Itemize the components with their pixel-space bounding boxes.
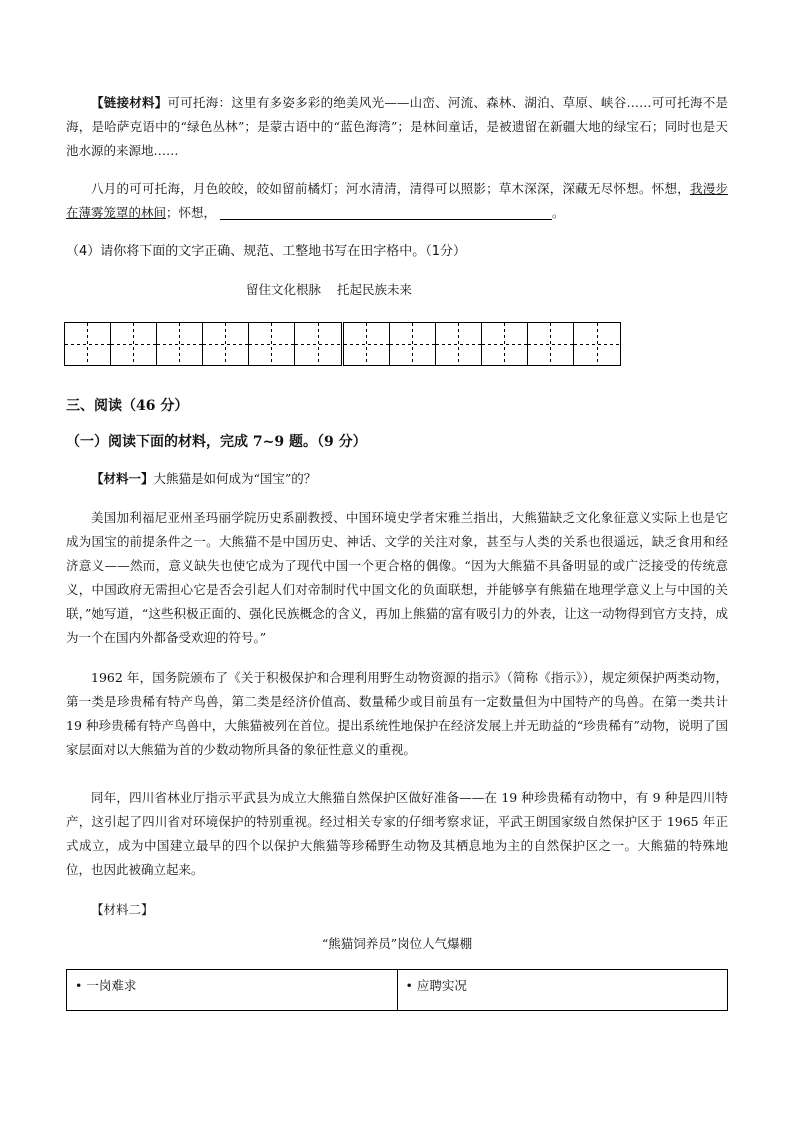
imitation-end: 。 bbox=[552, 205, 565, 220]
section-3-title: 三、阅读（46 分） bbox=[66, 398, 189, 414]
material-2-table bbox=[66, 969, 728, 1011]
material-1-paragraph-1: 美国加利福尼亚州圣玛丽学院历史系副教授、中国环境史学者宋雅兰指出，大熊猫缺乏文化象征意义实际上也是它成为国宝的前提条件之一。大熊猫不是中国历史、神话、文学的关注对象，甚至与人类的关系也很遥远，缺乏食用和经济意义——然而，意义缺失也使它成为了现代中国一个更合格的偶像。“因为大熊猫不具备明显的或广泛接受的传统意义，中国政府无需担心它是否会引起人们对帝制时代中国文化的负面联想，并能够享有熊猫在地理学意义上与中国的关联，”她写道，“这些积极正面的、强化民族概念的含义，再加上熊猫的富有吸引力的外表，让这一动物得到官方支持，成为一个在国内外都备受欢迎的符号。” bbox=[66, 510, 728, 645]
material-1-question: 大熊猫是如何成为“国宝”的？ bbox=[153, 471, 317, 486]
tianzige-cell[interactable] bbox=[157, 323, 203, 365]
tianzige-cell[interactable] bbox=[436, 323, 482, 365]
material-1-paragraph-3: 同年，四川省林业厅指示平武县为成立大熊猫自然保护区做好准备——在 19 种珍贵稀有动物中，有 9 种是四川特产，这引起了四川省对环境保护的特别重视。经过相关专家的仔细考察求证，平武王朗国家级自然保护区于 1965 年正式成立，成为中国建立最早的四个以保护大熊猫等珍稀野生动物及其栖息地为主的自然保护区之一。大熊猫的特殊地位，也因此被确立起来。 bbox=[66, 790, 728, 877]
copy-phrase-2: 托起民族未来 bbox=[337, 282, 413, 297]
tianzige-cell[interactable] bbox=[344, 323, 390, 365]
imitation-text-after: ；怀想， bbox=[166, 205, 217, 220]
link-material-text: 可可托海：这里有多姿多彩的绝美风光——山峦、河流、森林、湖泊、草原、峡谷……可可托海不是海，是哈萨克语中的“绿色丛林”；是蒙古语中的“蓝色海湾”；是林间童话，是被遗留在新疆大地的绿宝石；同时也是天池水源的来源地…… bbox=[66, 95, 728, 158]
tianzige-grid-1 bbox=[64, 322, 342, 366]
tianzige-cell[interactable] bbox=[574, 323, 620, 365]
imitation-text-before: 八月的可可托海，月色皎皎，皎如留前橘灯；河水清清，清得可以照影；草木深深，深藏无尽怀想。怀想， bbox=[91, 181, 690, 196]
material-1-heading bbox=[66, 467, 728, 491]
table-cell-application-status: • 应聘实况 bbox=[397, 970, 728, 1010]
answer-blank[interactable] bbox=[220, 205, 552, 220]
imitation-paragraph bbox=[66, 177, 728, 225]
part-1-title: （一）阅读下面的材料，完成 7~9 题。（9 分） bbox=[66, 434, 367, 450]
tianzige-cell[interactable] bbox=[528, 323, 574, 365]
link-material-label: 【链接材料】 bbox=[91, 95, 168, 110]
tianzige-grid-2 bbox=[343, 322, 621, 366]
link-material-paragraph bbox=[66, 91, 728, 163]
tianzige-cell[interactable] bbox=[249, 323, 295, 365]
copy-phrase-1: 留住文化根脉 bbox=[246, 282, 322, 297]
question-4-prompt: （4）请你将下面的文字正确、规范、工整地书写在田字格中。（1分） bbox=[66, 244, 467, 259]
material-1-paragraph-2: 1962 年，国务院颁布了《关于积极保护和合理利用野生动物资源的指示》（简称《指示》），规定须保护两类动物，第一类是珍贵稀有特产鸟兽，第二类是经济价值高、数量稀少或目前虽有一定数量但为中国特产的鸟兽。在第一类共计 19 种珍贵稀有特产鸟兽中，大熊猫被列在首位。提出系统性地保护在经济发展上并无助益的“珍贵稀有”动物，说明了国家层面对以大熊猫为首的少数动物所具备的象征性意义的重视。 bbox=[66, 670, 728, 757]
material-2-label: 【材料二】 bbox=[91, 902, 154, 917]
tianzige-cell[interactable] bbox=[111, 323, 157, 365]
material-1-label: 【材料一】 bbox=[91, 471, 154, 486]
imitation-underlined-example: 我漫步在薄雾笼罩的林间 bbox=[66, 181, 728, 220]
tianzige-cell[interactable] bbox=[482, 323, 528, 365]
copy-phrase bbox=[246, 280, 412, 298]
tianzige-cell[interactable] bbox=[390, 323, 436, 365]
tianzige-cell[interactable] bbox=[295, 323, 341, 365]
tianzige-cell[interactable] bbox=[65, 323, 111, 365]
material-2-caption: “熊猫饲养员”岗位人气爆棚 bbox=[321, 936, 473, 951]
table-cell-hard-to-get: • 一岗难求 bbox=[75, 978, 137, 993]
tianzige-cell[interactable] bbox=[203, 323, 249, 365]
